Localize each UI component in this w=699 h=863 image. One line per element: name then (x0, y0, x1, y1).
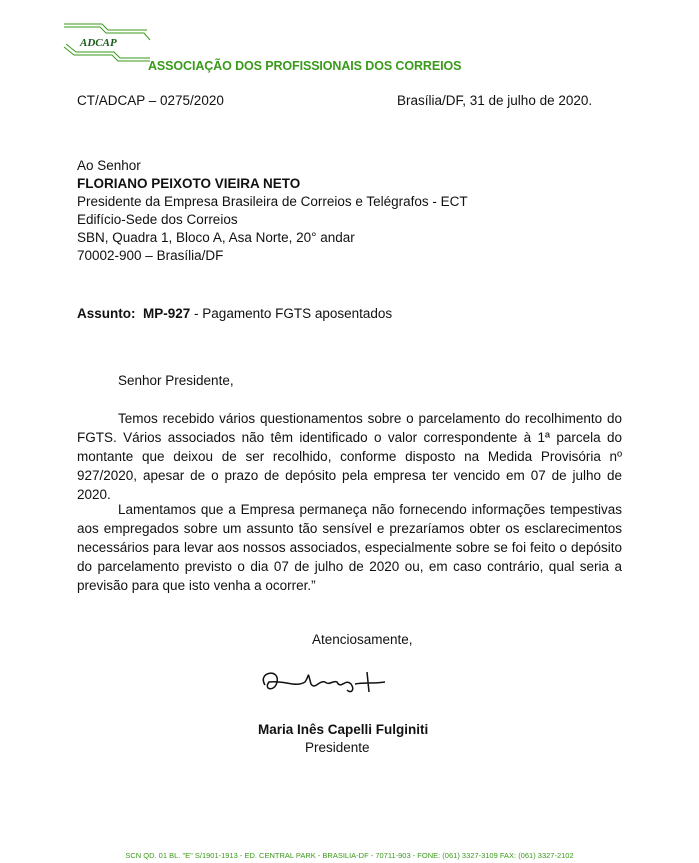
association-name: ASSOCIAÇÃO DOS PROFISSIONAIS DOS CORREIOS (148, 59, 462, 73)
signatory-title: Presidente (305, 740, 370, 755)
recipient-greeting: Ao Senhor (77, 158, 141, 173)
closing: Atenciosamente, (312, 632, 413, 647)
body-paragraph: Temos recebido vários questionamentos sobre o parcelamento do recolhimento do FGTS. Vários associados não têm identificado o valor correspondente à 1ª parcela do montante que deixou de ser recolhido, conforme disposto na Medida Provisória nº 927/2020, apesar de o prazo de depósito pela empresa ter vencido em 07 de julho de 2020. (77, 411, 622, 502)
recipient-block (77, 157, 468, 265)
subject-text: - Pagamento FGTS aposentados (190, 306, 393, 321)
recipient-line: 70002-900 – Brasília/DF (77, 248, 224, 263)
subject-line (77, 306, 392, 321)
reference-number: CT/ADCAP – 0275/2020 (77, 93, 224, 108)
recipient-name: FLORIANO PEIXOTO VIEIRA NETO (77, 176, 301, 191)
salutation: Senhor Presidente, (118, 373, 234, 388)
body-paragraph: Lamentamos que a Empresa permaneça não fornecendo informações tempestivas aos empregados sobre um assunto tão sensível e prezaríamos obter os esclarecimentos necessários para levar aos nossos associados, especialmente sobre se foi feito o depósito do parcelamento previsto o dia 07 de julho de 2020 ou, em caso contrário, qual seria a previsão para que isto venha a ocorrer.” (77, 502, 622, 593)
letter-date: Brasília/DF, 31 de julho de 2020. (397, 93, 593, 108)
recipient-line: SBN, Quadra 1, Bloco A, Asa Norte, 20° andar (77, 230, 355, 245)
subject-label: Assunto: (77, 306, 136, 321)
adcap-logo (62, 22, 152, 62)
svg-text:ADCAP: ADCAP (80, 37, 117, 49)
signatory-name: Maria Inês Capelli Fulginiti (258, 722, 429, 737)
handwritten-signature (255, 660, 395, 700)
footer-address: SCN QD. 01 BL. "E" S/1901-1913 - ED. CENTRAL PARK - BRASILIA-DF - 70711-903 - FONE: (061) 3327-3109 FAX: (061) 3327-2102 (125, 851, 574, 860)
recipient-line: Edifício-Sede dos Correios (77, 212, 238, 227)
subject-code: MP-927 (143, 306, 191, 321)
recipient-line: Presidente da Empresa Brasileira de Correios e Telégrafos - ECT (77, 194, 468, 209)
